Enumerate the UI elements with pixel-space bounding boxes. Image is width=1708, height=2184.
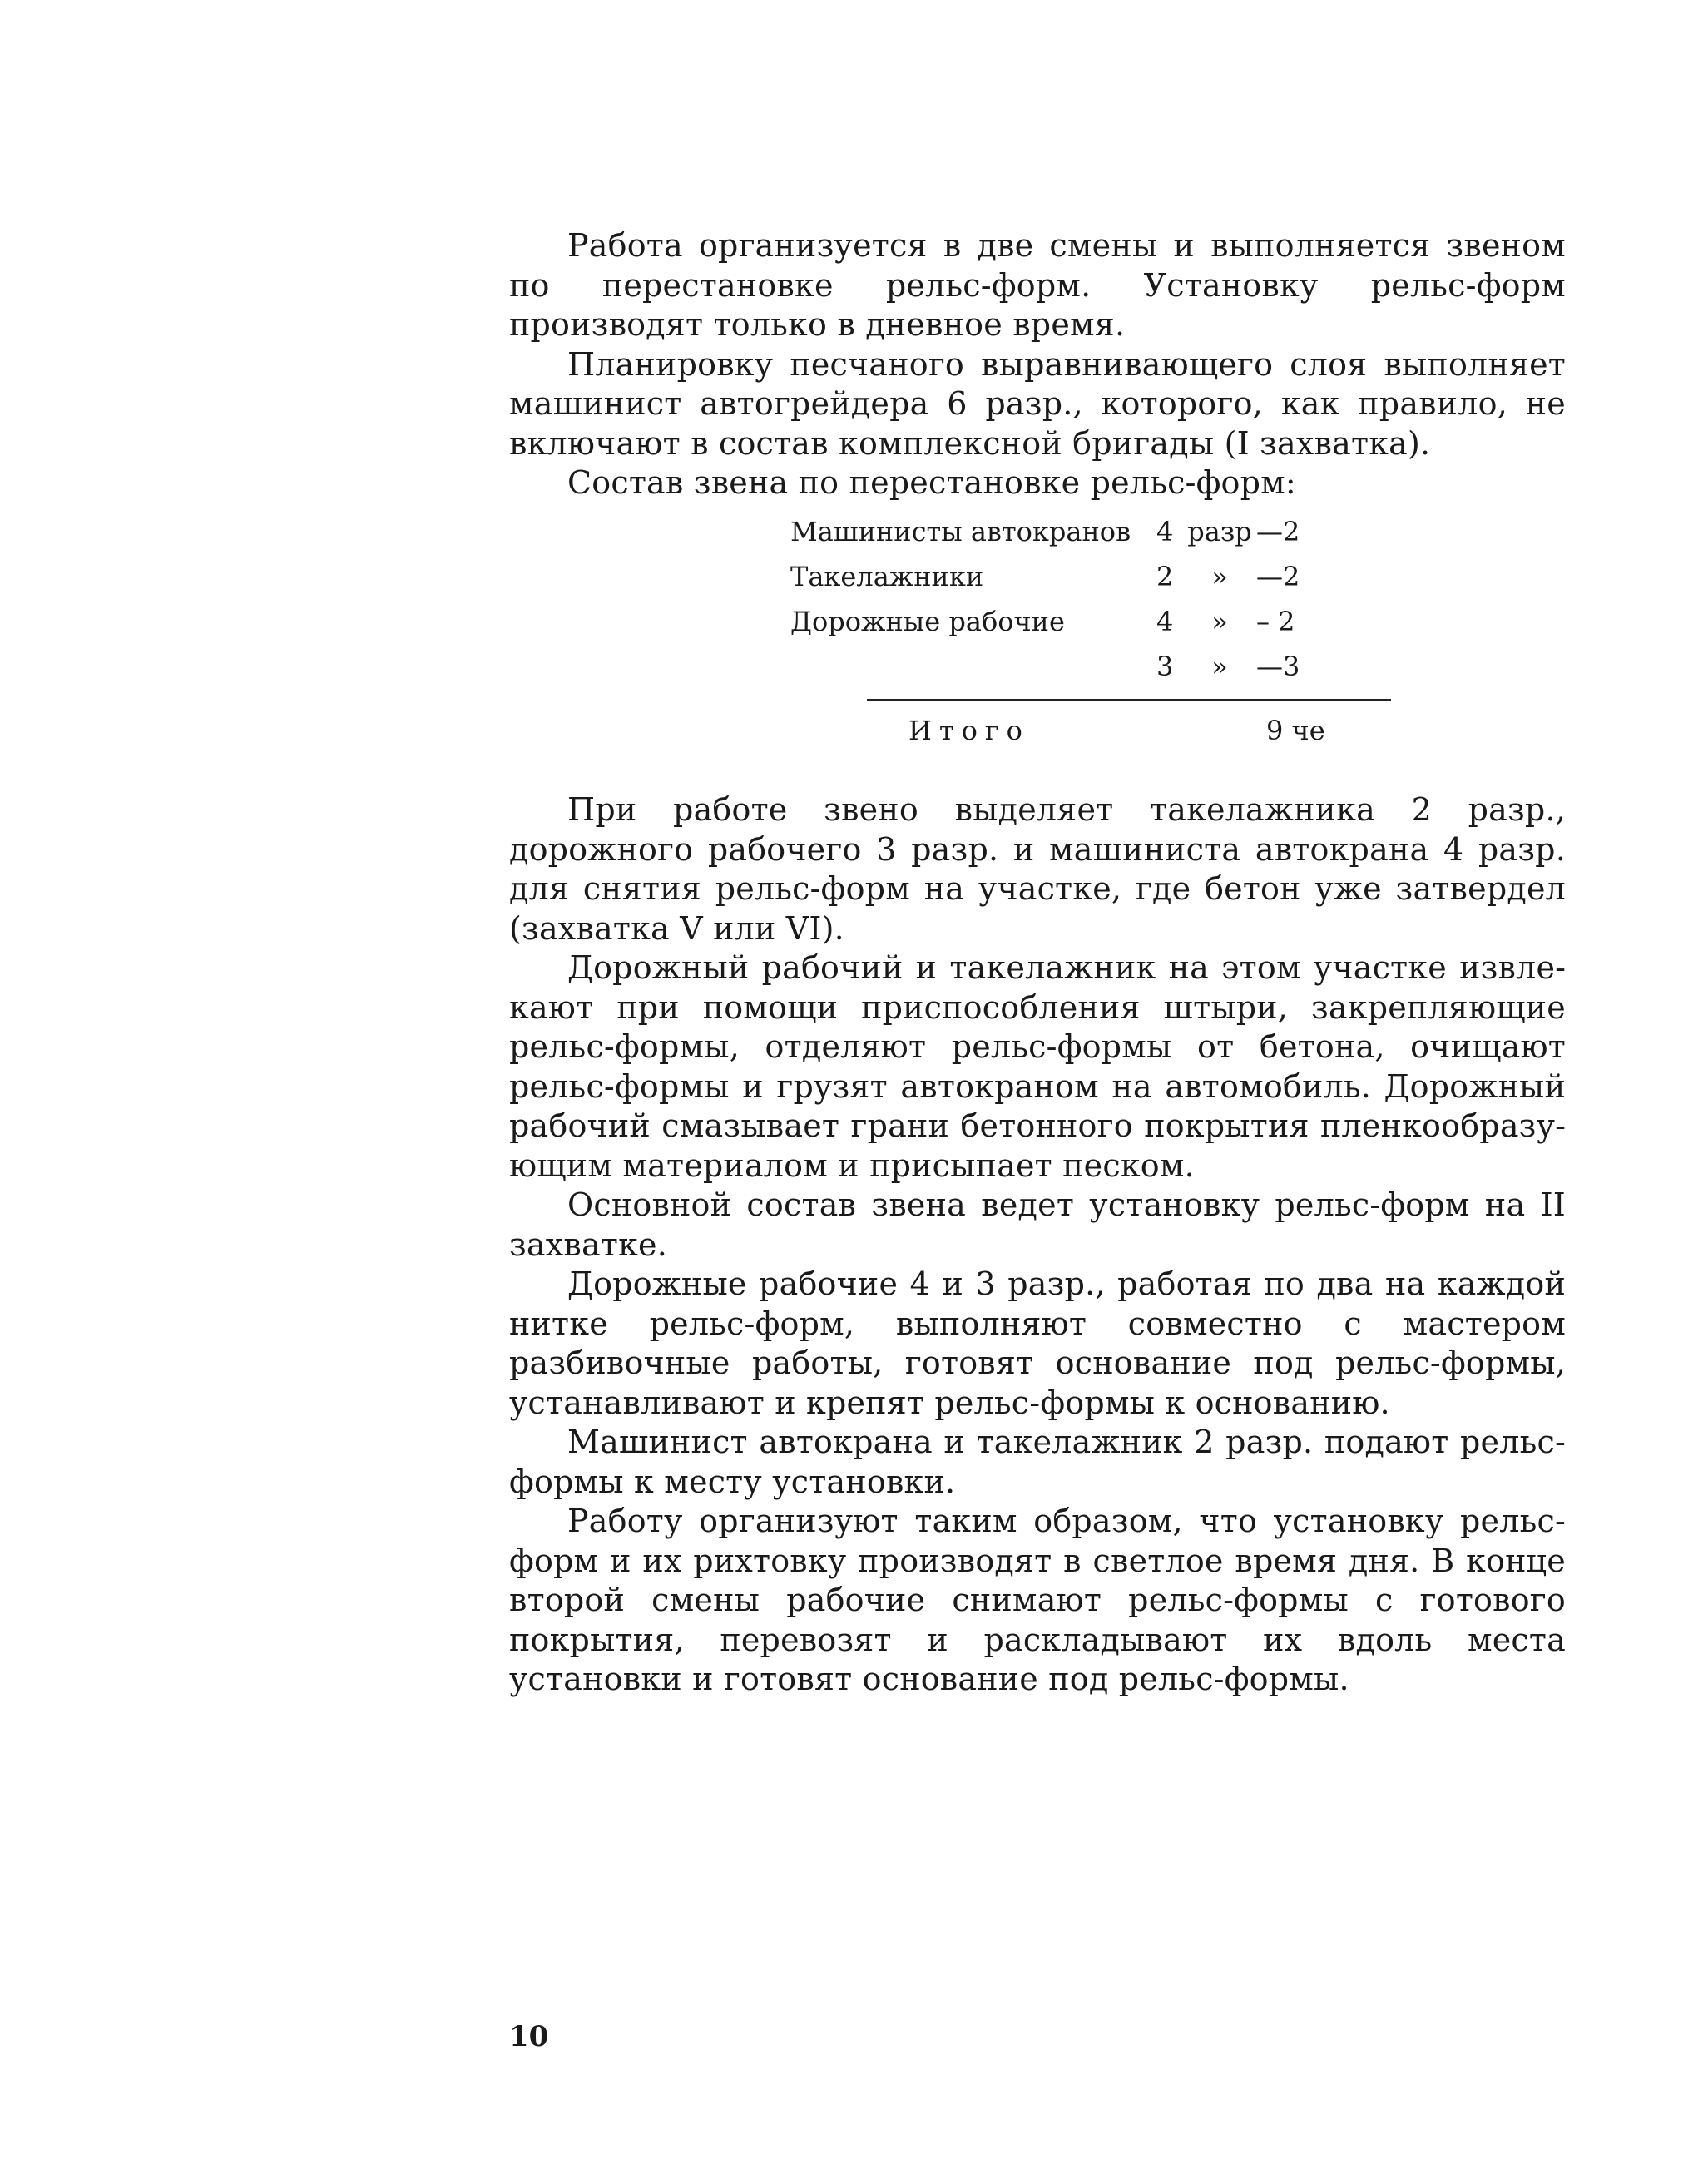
paragraph-shift-organization: Работа организуется в две смены и выполняется звеном по перестановке рельс-форм. Установку рельс-форм производят только в дневное время. xyxy=(509,227,1566,343)
crew-role xyxy=(790,644,1156,689)
paragraph-form-removal: Дорожный рабочий и такелажник на этом участке извлекают при помощи приспособления штыри, закрепляющие рельс-формы, отделяют рельс-формы от бетона, очищают рельс-формы и грузят автокраном на автомобиль. Дорожный рабочий смазывает грани бетонного покрытия пленкообразующим материалом и присыпает песком. xyxy=(509,949,1566,1184)
crew-count: —2 xyxy=(1256,561,1300,592)
paragraph-grader-planning: Планировку песчаного выравнивающего слоя выполняет машинист автогрейдера 6 разр., которого, как правило, не включают в состав комплексной бригады (I захватка). xyxy=(509,345,1566,462)
crew-unit: » xyxy=(1211,606,1228,637)
page-number: 10 xyxy=(509,2020,549,2053)
paragraph-main-crew: Основной состав звена ведет установку рельс-форм на II захватке. xyxy=(509,1186,1566,1263)
crew-grade: 4 xyxy=(1156,606,1174,637)
crew-grade: 3 xyxy=(1156,651,1174,682)
body-text-top xyxy=(509,226,1566,503)
crew-role: Машинисты автокранов xyxy=(790,516,1131,547)
crew-grade: 2 xyxy=(1156,561,1174,592)
crew-role: Такелажники xyxy=(790,561,984,592)
paragraph-work-organization: Работу организуют таким образом, что установку рельс-форм и их рихтовку производят в светлое время дня. В конце второй смены рабочие снимают рельс-формы с готового покрытия, перевозят и раскладывают их вдоль места установки и готовят основание под рельс-формы. xyxy=(509,1503,1566,1697)
crew-composition-table xyxy=(790,509,1306,689)
paragraph-crane-operator: Машинист автокрана и такелажник 2 разр. подают рельс-формы к месту установки. xyxy=(509,1424,1566,1500)
crew-grade: 4 xyxy=(1156,516,1174,547)
paragraph-crew-allocation: При работе звено выделяет такелажника 2 разр., дорожного рабочего 3 разр. и машиниста автокрана 4 разр. для снятия рельс-форм на участке, где бетон уже затвердел (захватка V или VI). xyxy=(509,791,1566,947)
crew-count: —3 xyxy=(1256,651,1300,682)
total-divider xyxy=(867,699,1391,701)
crew-count: – 2 xyxy=(1256,606,1295,637)
crew-count: —2 xyxy=(1256,516,1300,547)
crew-row xyxy=(790,644,1306,689)
body-text-bottom xyxy=(509,790,1566,1700)
total-value: 9 че xyxy=(1266,715,1325,746)
crew-unit: разр xyxy=(1187,516,1252,547)
crew-row xyxy=(790,599,1306,644)
total-label: Итого xyxy=(908,715,1030,746)
paragraph-crew-intro: Состав звена по перестановке рельс-форм: xyxy=(567,464,1296,501)
paragraph-road-workers: Дорожные рабочие 4 и 3 разр., работая по два на каждой нитке рельс-форм, выполняют совместно с мастером разбивочные работы, готовят основание под рельс-формы, устанавливают и крепят рельс-формы к основанию. xyxy=(509,1265,1566,1421)
crew-row xyxy=(790,509,1306,554)
crew-unit: » xyxy=(1211,651,1228,682)
crew-row xyxy=(790,554,1306,599)
crew-unit: » xyxy=(1211,561,1228,592)
crew-role: Дорожные рабочие xyxy=(790,606,1065,637)
